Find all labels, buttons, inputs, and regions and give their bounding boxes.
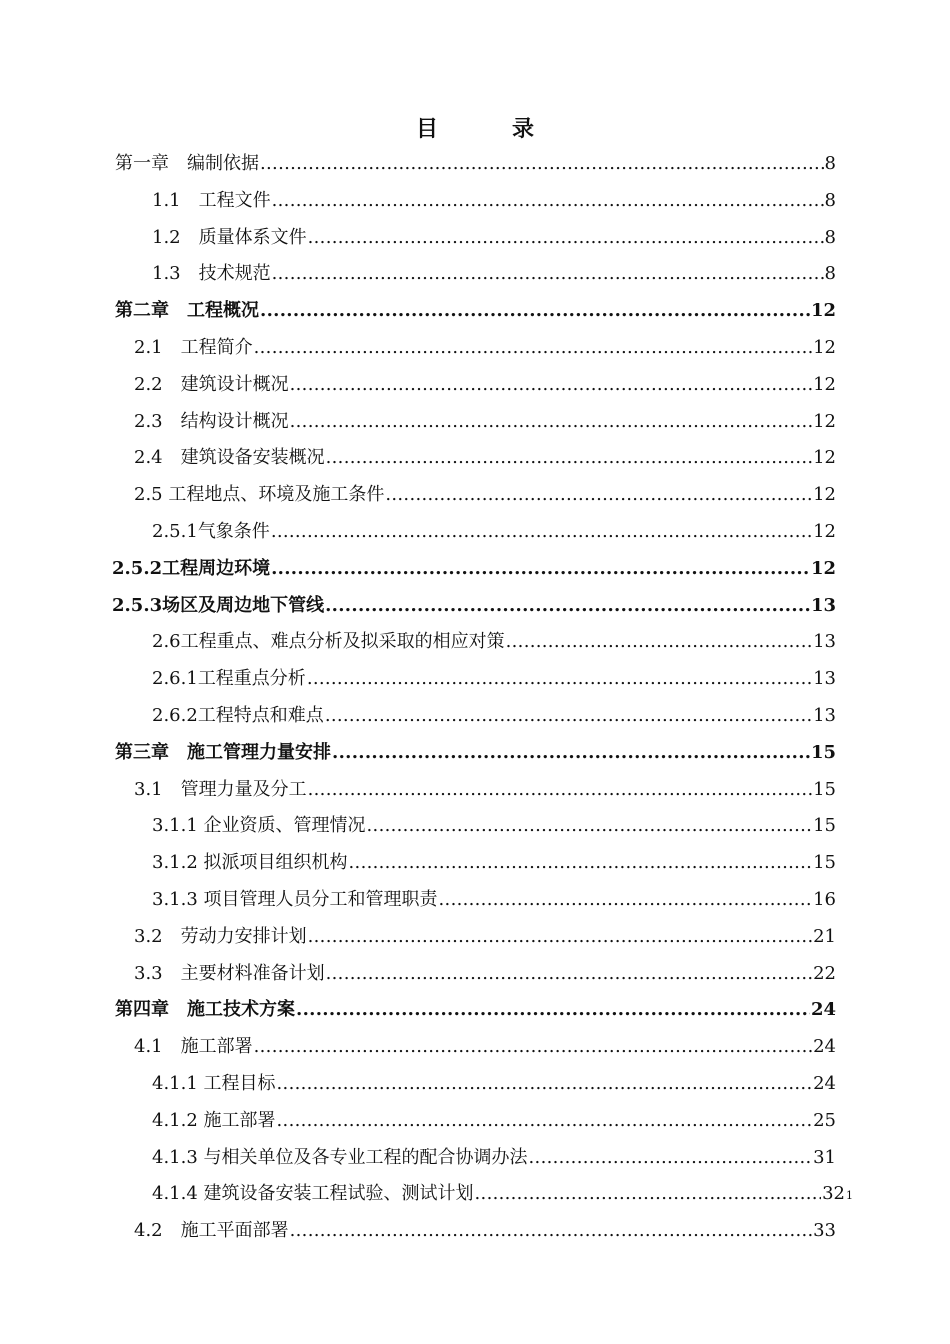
- toc-number: 3.1.1: [152, 815, 204, 837]
- toc-number: 2.5.3: [112, 594, 163, 616]
- toc-leader: [308, 772, 812, 809]
- toc-leader: [308, 919, 812, 956]
- toc-number: 2.6.1: [152, 668, 198, 690]
- toc-leader: [475, 1176, 822, 1213]
- toc-entry[interactable]: [134, 440, 836, 477]
- toc-number: 2.3: [134, 410, 181, 432]
- toc-number: 2.5.2: [112, 557, 163, 579]
- page-title: 目 录: [415, 116, 560, 142]
- toc-title: 建筑设备安装概况: [180, 447, 325, 469]
- toc-page: 15: [813, 852, 836, 874]
- toc-title: 编制依据: [187, 153, 259, 174]
- toc-page: 16: [813, 888, 836, 910]
- toc-number: 4.2: [134, 1220, 181, 1242]
- toc-leader: [332, 735, 810, 772]
- toc-number: 2.6: [152, 631, 181, 653]
- toc-page: 15: [813, 778, 836, 800]
- toc-number: 4.1.1: [152, 1072, 204, 1094]
- toc-number: 2.4: [134, 447, 181, 469]
- toc-title: 项目管理人员分工和管理职责: [203, 888, 438, 910]
- toc-entry[interactable]: [152, 1176, 853, 1213]
- toc-entry[interactable]: [134, 1213, 836, 1250]
- toc-leader: [307, 661, 812, 698]
- toc-leader: [271, 551, 810, 588]
- toc-entry[interactable]: [152, 1140, 836, 1177]
- toc-title: 工程目标: [203, 1072, 276, 1094]
- toc-title: 工程概况: [187, 300, 259, 322]
- toc-leader: [529, 1140, 813, 1177]
- toc-entry[interactable]: [152, 882, 836, 919]
- toc-title: 工程周边环境: [162, 557, 271, 579]
- toc-leader: [272, 183, 824, 220]
- toc-entry[interactable]: [134, 404, 836, 441]
- toc-title: 企业资质、管理情况: [203, 815, 366, 837]
- toc-page: 33: [813, 1220, 836, 1242]
- toc-page: 13: [813, 631, 836, 653]
- toc-title: 施工技术方案: [187, 999, 295, 1021]
- toc-leader: [271, 514, 812, 551]
- toc-entry[interactable]: [134, 477, 836, 514]
- toc-leader: [367, 808, 813, 845]
- toc-page: 12: [813, 484, 836, 506]
- toc-number: 第四章: [115, 999, 187, 1021]
- toc-title: 场区及周边地下管线: [162, 594, 325, 616]
- toc-title: 施工管理力量安排: [187, 741, 331, 763]
- toc-number: 4.1: [134, 1036, 181, 1058]
- toc-title: 工程地点、环境及施工条件: [168, 484, 385, 506]
- toc-leader: [296, 992, 810, 1029]
- toc-title: 工程特点和难点: [197, 704, 324, 726]
- toc-leader: [254, 1029, 812, 1066]
- footnote-marker: 1: [846, 1189, 853, 1203]
- toc-title: 与相关单位及各专业工程的配合协调办法: [203, 1146, 528, 1168]
- toc-leader: [290, 367, 812, 404]
- toc-entry[interactable]: [134, 367, 836, 404]
- toc-number: 3.3: [134, 962, 181, 984]
- toc-page: 32: [822, 1183, 845, 1205]
- toc-entry[interactable]: [152, 220, 836, 257]
- toc-page: 13: [810, 594, 836, 616]
- toc-number: 3.1.2: [152, 852, 204, 874]
- toc-number: 4.1.4: [152, 1183, 204, 1205]
- toc-number: 3.1: [134, 778, 181, 800]
- toc-title: 气象条件: [197, 520, 270, 542]
- toc-entry[interactable]: [152, 514, 836, 551]
- toc-entry[interactable]: [152, 256, 836, 293]
- toc-entry[interactable]: [115, 146, 836, 183]
- toc-leader: [254, 330, 812, 367]
- table-of-contents: [0, 146, 950, 1250]
- toc-number: 4.1.3: [152, 1146, 204, 1168]
- toc-page: 21: [813, 925, 836, 947]
- toc-page: 12: [813, 373, 836, 395]
- toc-entry[interactable]: [152, 1066, 836, 1103]
- toc-entry[interactable]: [152, 845, 836, 882]
- toc-number: 4.1.2: [152, 1109, 204, 1131]
- toc-page: 8: [824, 263, 836, 285]
- toc-entry[interactable]: [152, 808, 836, 845]
- toc-leader: [326, 440, 812, 477]
- toc-page: 8: [824, 153, 836, 174]
- toc-page: 12: [810, 300, 836, 322]
- toc-title: 主要材料准备计划: [180, 962, 325, 984]
- toc-leader: [260, 146, 824, 183]
- toc-page: 24: [810, 999, 836, 1021]
- toc-page: 24: [813, 1072, 836, 1094]
- toc-page: 31: [813, 1146, 836, 1168]
- toc-page: 8: [824, 226, 836, 248]
- toc-entry[interactable]: [134, 772, 836, 809]
- toc-title: 工程重点分析: [197, 668, 306, 690]
- toc-entry[interactable]: [134, 919, 836, 956]
- toc-title: 施工部署: [203, 1109, 276, 1131]
- toc-entry[interactable]: [134, 1029, 836, 1066]
- toc-entry[interactable]: [115, 735, 836, 772]
- toc-leader: [272, 256, 824, 293]
- toc-number: 1.3: [152, 263, 199, 285]
- toc-entry[interactable]: [134, 330, 836, 367]
- toc-entry[interactable]: [112, 588, 836, 625]
- toc-title: 施工部署: [180, 1036, 253, 1058]
- toc-title: 结构设计概况: [180, 410, 289, 432]
- toc-leader: [385, 477, 812, 514]
- toc-page: 12: [810, 557, 836, 579]
- toc-leader: [506, 624, 812, 661]
- toc-leader: [290, 1213, 812, 1250]
- toc-title: 劳动力安排计划: [180, 925, 307, 947]
- toc-number: 第一章: [115, 153, 187, 174]
- toc-leader: [277, 1103, 813, 1140]
- toc-number: 2.5.1: [152, 520, 198, 542]
- toc-title: 管理力量及分工: [180, 778, 307, 800]
- toc-page: 8: [824, 189, 836, 211]
- toc-title: 工程重点、难点分析及拟采取的相应对策: [180, 631, 505, 653]
- toc-entry[interactable]: [152, 1103, 836, 1140]
- toc-page: 12: [813, 520, 836, 542]
- toc-leader: [277, 1066, 813, 1103]
- toc-title: 工程简介: [180, 336, 253, 358]
- toc-title: 建筑设备安装工程试验、测试计划: [203, 1183, 474, 1205]
- toc-leader: [439, 882, 813, 919]
- toc-number: 2.2: [134, 373, 181, 395]
- toc-page: 12: [813, 447, 836, 469]
- toc-page: 22: [813, 962, 836, 984]
- toc-title: 质量体系文件: [198, 226, 307, 248]
- toc-entry[interactable]: [152, 183, 836, 220]
- toc-leader: [308, 220, 824, 257]
- toc-number: 3.1.3: [152, 888, 204, 910]
- toc-leader: [325, 588, 810, 625]
- toc-page: 24: [813, 1036, 836, 1058]
- toc-entry[interactable]: [115, 992, 836, 1029]
- toc-number: 2.1: [134, 336, 181, 358]
- toc-number: 1.1: [152, 189, 199, 211]
- toc-entry[interactable]: [152, 661, 836, 698]
- toc-page: 15: [810, 741, 836, 763]
- toc-page: 25: [813, 1109, 836, 1131]
- toc-entry[interactable]: [134, 956, 836, 993]
- toc-leader: [326, 956, 812, 993]
- toc-number: 2.6.2: [152, 704, 198, 726]
- toc-title: 工程文件: [198, 189, 271, 211]
- toc-leader: [325, 698, 812, 735]
- toc-number: 1.2: [152, 226, 199, 248]
- toc-title: 技术规范: [198, 263, 271, 285]
- toc-leader: [349, 845, 813, 882]
- toc-page: 12: [813, 410, 836, 432]
- toc-page: 12: [813, 336, 836, 358]
- toc-entry[interactable]: [152, 698, 836, 735]
- toc-title: 施工平面部署: [180, 1220, 289, 1242]
- toc-entry[interactable]: [115, 293, 836, 330]
- toc-entry[interactable]: [152, 624, 836, 661]
- toc-number: 3.2: [134, 925, 181, 947]
- toc-title: 建筑设计概况: [180, 373, 289, 395]
- toc-page: 15: [813, 815, 836, 837]
- toc-page: 13: [813, 668, 836, 690]
- toc-page: 13: [813, 704, 836, 726]
- toc-leader: [260, 293, 810, 330]
- toc-number: 2.5: [134, 484, 169, 506]
- toc-leader: [290, 404, 812, 441]
- toc-entry[interactable]: [112, 551, 836, 588]
- toc-title: 拟派项目组织机构: [203, 852, 348, 874]
- toc-number: 第二章: [115, 300, 187, 322]
- toc-number: 第三章: [115, 741, 187, 763]
